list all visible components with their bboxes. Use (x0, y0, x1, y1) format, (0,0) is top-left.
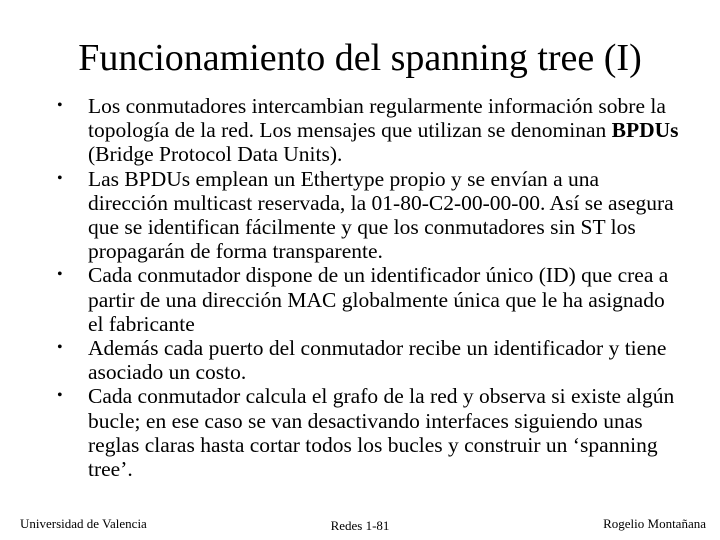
footer-author: Rogelio Montañana (603, 516, 706, 531)
footer-page-number: Redes 1-81 (330, 518, 390, 533)
bullet-text (88, 94, 679, 166)
bullet-text: Cada conmutador calcula el grafo de la red y observa si existe algún bucle; en ese caso se van desactivando interfaces siguiendo unas reglas claras hasta cortar todos los bucles y construir un ‘spanning tree’. (88, 384, 675, 482)
slide-title: Funcionamiento del spanning tree (I) (78, 37, 642, 79)
bullet-icon: • (57, 339, 63, 357)
bullet-icon: • (57, 97, 63, 114)
bullet-item (52, 263, 682, 336)
footer-institution: Universidad de Valencia (20, 516, 147, 531)
bullet-text: Además cada puerto del conmutador recibe un identificador y tiene asociado un costo. (88, 336, 667, 385)
bullet-text: Las BPDUs emplean un Ethertype propio y se envían a una dirección multicast reservada, la 01-80-C2-00-00-00. Así se asegura que se identifican fácilmente y que los conmutadores sin ST los propagarán de forma transparente. (88, 166, 674, 264)
bullet-text-part: (Bridge Protocol Data Units). (88, 142, 343, 167)
bullet-icon: • (57, 266, 63, 284)
bullet-item (52, 94, 682, 167)
bullet-text: Cada conmutador dispone de un identificador único (ID) que crea a partir de una dirección MAC globalmente única que le ha asignado el fabricante (88, 263, 669, 336)
bullet-icon: • (57, 387, 63, 405)
bullet-item (52, 384, 682, 481)
bullet-item (52, 336, 682, 384)
bullet-text-part: Los conmutadores intercambian regularmente información sobre la topología de la red. Los mensajes que utilizan se denominan (88, 94, 666, 143)
bullet-icon: • (57, 169, 63, 187)
bullet-item (52, 167, 682, 264)
bullet-text-bold: BPDUs (611, 118, 679, 143)
bullet-list (52, 94, 682, 481)
